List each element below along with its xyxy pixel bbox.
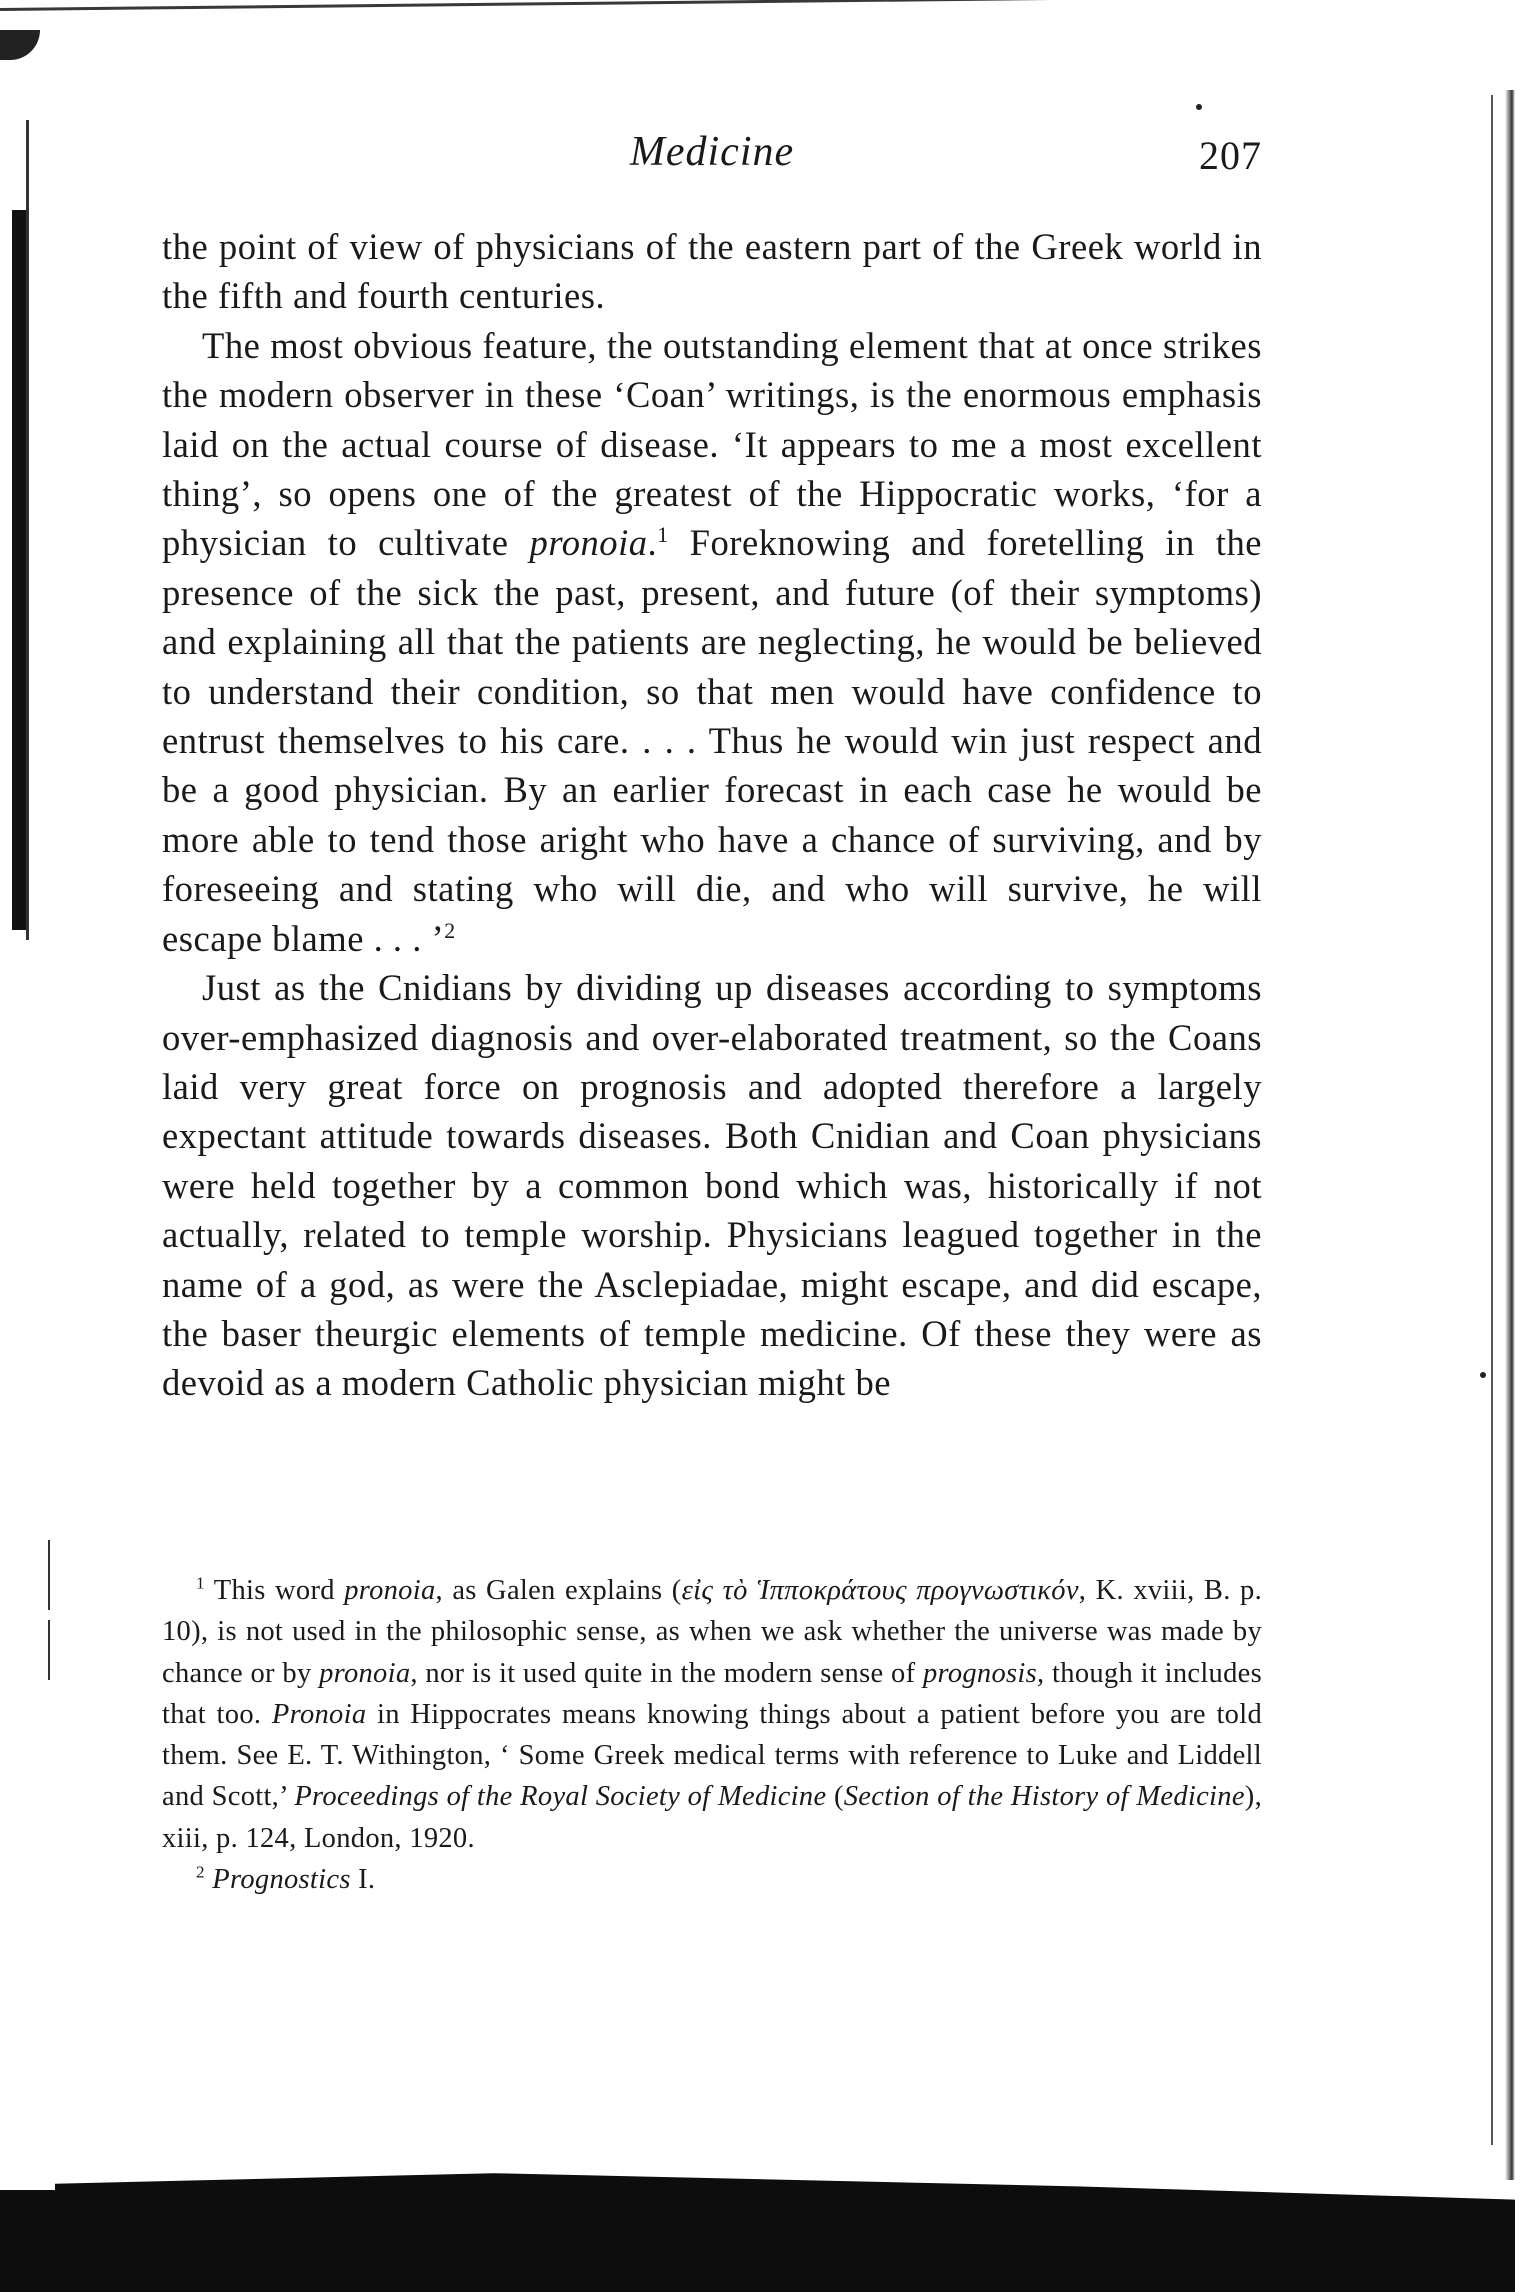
running-head — [162, 128, 1262, 188]
paragraph-2-text: The most obvious feature, the outstanding element that at once strikes the modern observer in these ‘Coan’ writings, is the enormous emphasis laid on the actual course of disease. ‘It appears to me a most excellent thing’, so opens one of the greatest of the Hippocratic works, ‘for a physician to cultivate — [162, 324, 1262, 564]
paragraph-3: Just as the Cnidians by dividing up diseases according to symptoms over-emphasized diagnosis and over-elaborated treatment, so the Coans laid very great force on prognosis and adopted therefore a largely expectant attitude towards diseases. Both Cnidian and Coan physicians were held together by a common bond which was, historically if not actually, related to temple worship. Physicians leagued together in the name of a god, as were the Asclepiadae, might escape, and did escape, the baser theurgic elements of temple medicine. Of these they were as devoid as a modern Catholic physician might be — [162, 967, 1262, 1404]
scan-top-line — [0, 0, 1450, 11]
scan-left-edge — [26, 120, 29, 940]
footnote-2-marker: 2 — [196, 1862, 205, 1882]
scan-left-tick — [48, 1540, 50, 1610]
footnote-1-italic: pronoia — [319, 1657, 411, 1689]
scan-dot — [1196, 104, 1202, 110]
paragraph-2 — [162, 321, 1262, 963]
footnote-1-text: ( — [826, 1781, 844, 1813]
paragraph-2-italic: pronoia — [529, 522, 648, 564]
footnote-1-text: , though it includes that too. — [162, 1657, 1262, 1730]
scan-left-bar — [12, 210, 26, 930]
scan-smudge — [0, 30, 40, 60]
footnote-1-italic: pronoia — [344, 1575, 436, 1606]
scan-bottom-left — [0, 2190, 60, 2292]
footnote-1-text: ), xiii, p. 124, London, 1920. — [162, 1781, 1262, 1854]
footnote-1-text: , K. xviii, B. p. 10), is not used in the philosophic sense, as when we ask whether the universe was made by chance or by — [162, 1575, 1263, 1689]
footnote-1-italic: Pronoia — [271, 1698, 367, 1730]
page-number: 207 — [1199, 133, 1262, 178]
footnote-1-text: This word — [204, 1575, 345, 1606]
footnote-1-italic: prognosis — [922, 1657, 1038, 1689]
footnote-1-text: , nor is it used quite in the modern sense of — [410, 1657, 923, 1689]
footnote-2-italic: Prognostics — [212, 1864, 351, 1896]
footnote-1-greek: εἰς τὸ Ἱπποκράτους προγνωστικόν — [681, 1575, 1079, 1606]
body-text — [162, 222, 1262, 1408]
scan-right-edge — [1505, 90, 1515, 2180]
scan-right-edge-thin — [1491, 95, 1493, 2145]
footnote-1-italic: Proceedings of the Royal Society of Medicine — [294, 1781, 827, 1813]
paragraph-2-period: . — [647, 522, 658, 564]
footnote-1-text: in Hippocrates means knowing things about a patient before you are told them. See E. T. Withington, ‘ Some Greek medical terms with reference to Luke and Liddell and Scott,’ — [162, 1698, 1262, 1813]
scan-dot — [1480, 1372, 1486, 1378]
paragraph-2-text-cont: Foreknowing and foretelling in the presence of the sick the past, present, and future (of their symptoms) and explaining all that the patients are neglecting, he would be believed to understand their condition, so that men would have confidence to entrust themselves to his care. . . . Thus he would win just respect and be a good physician. By an earlier forecast in each case he would be more able to tend those aright who have a chance of surviving, and by foreseeing and stating who will die, and who will survive, he will escape blame . . . ’ — [162, 522, 1262, 959]
footnote-1-marker: 1 — [196, 1573, 205, 1593]
footnote-2 — [162, 1859, 1262, 1900]
scan-bottom-band — [55, 2160, 1515, 2292]
footnote-1-text: , as Galen explains ( — [435, 1575, 682, 1606]
scan-left-tick — [48, 1620, 50, 1680]
running-title: Medicine — [629, 129, 795, 175]
footnote-ref-2: 2 — [444, 917, 456, 943]
footnote-1 — [162, 1570, 1262, 1859]
footnote-ref-1: 1 — [657, 522, 669, 548]
footnotes — [162, 1570, 1262, 1900]
footnote-2-text: I. — [350, 1864, 376, 1896]
paragraph-1: the point of view of physicians of the eastern part of the Greek world in the fifth and fourth centuries. — [162, 226, 1262, 317]
footnote-1-italic: Section of the History of Medicine — [843, 1781, 1245, 1813]
